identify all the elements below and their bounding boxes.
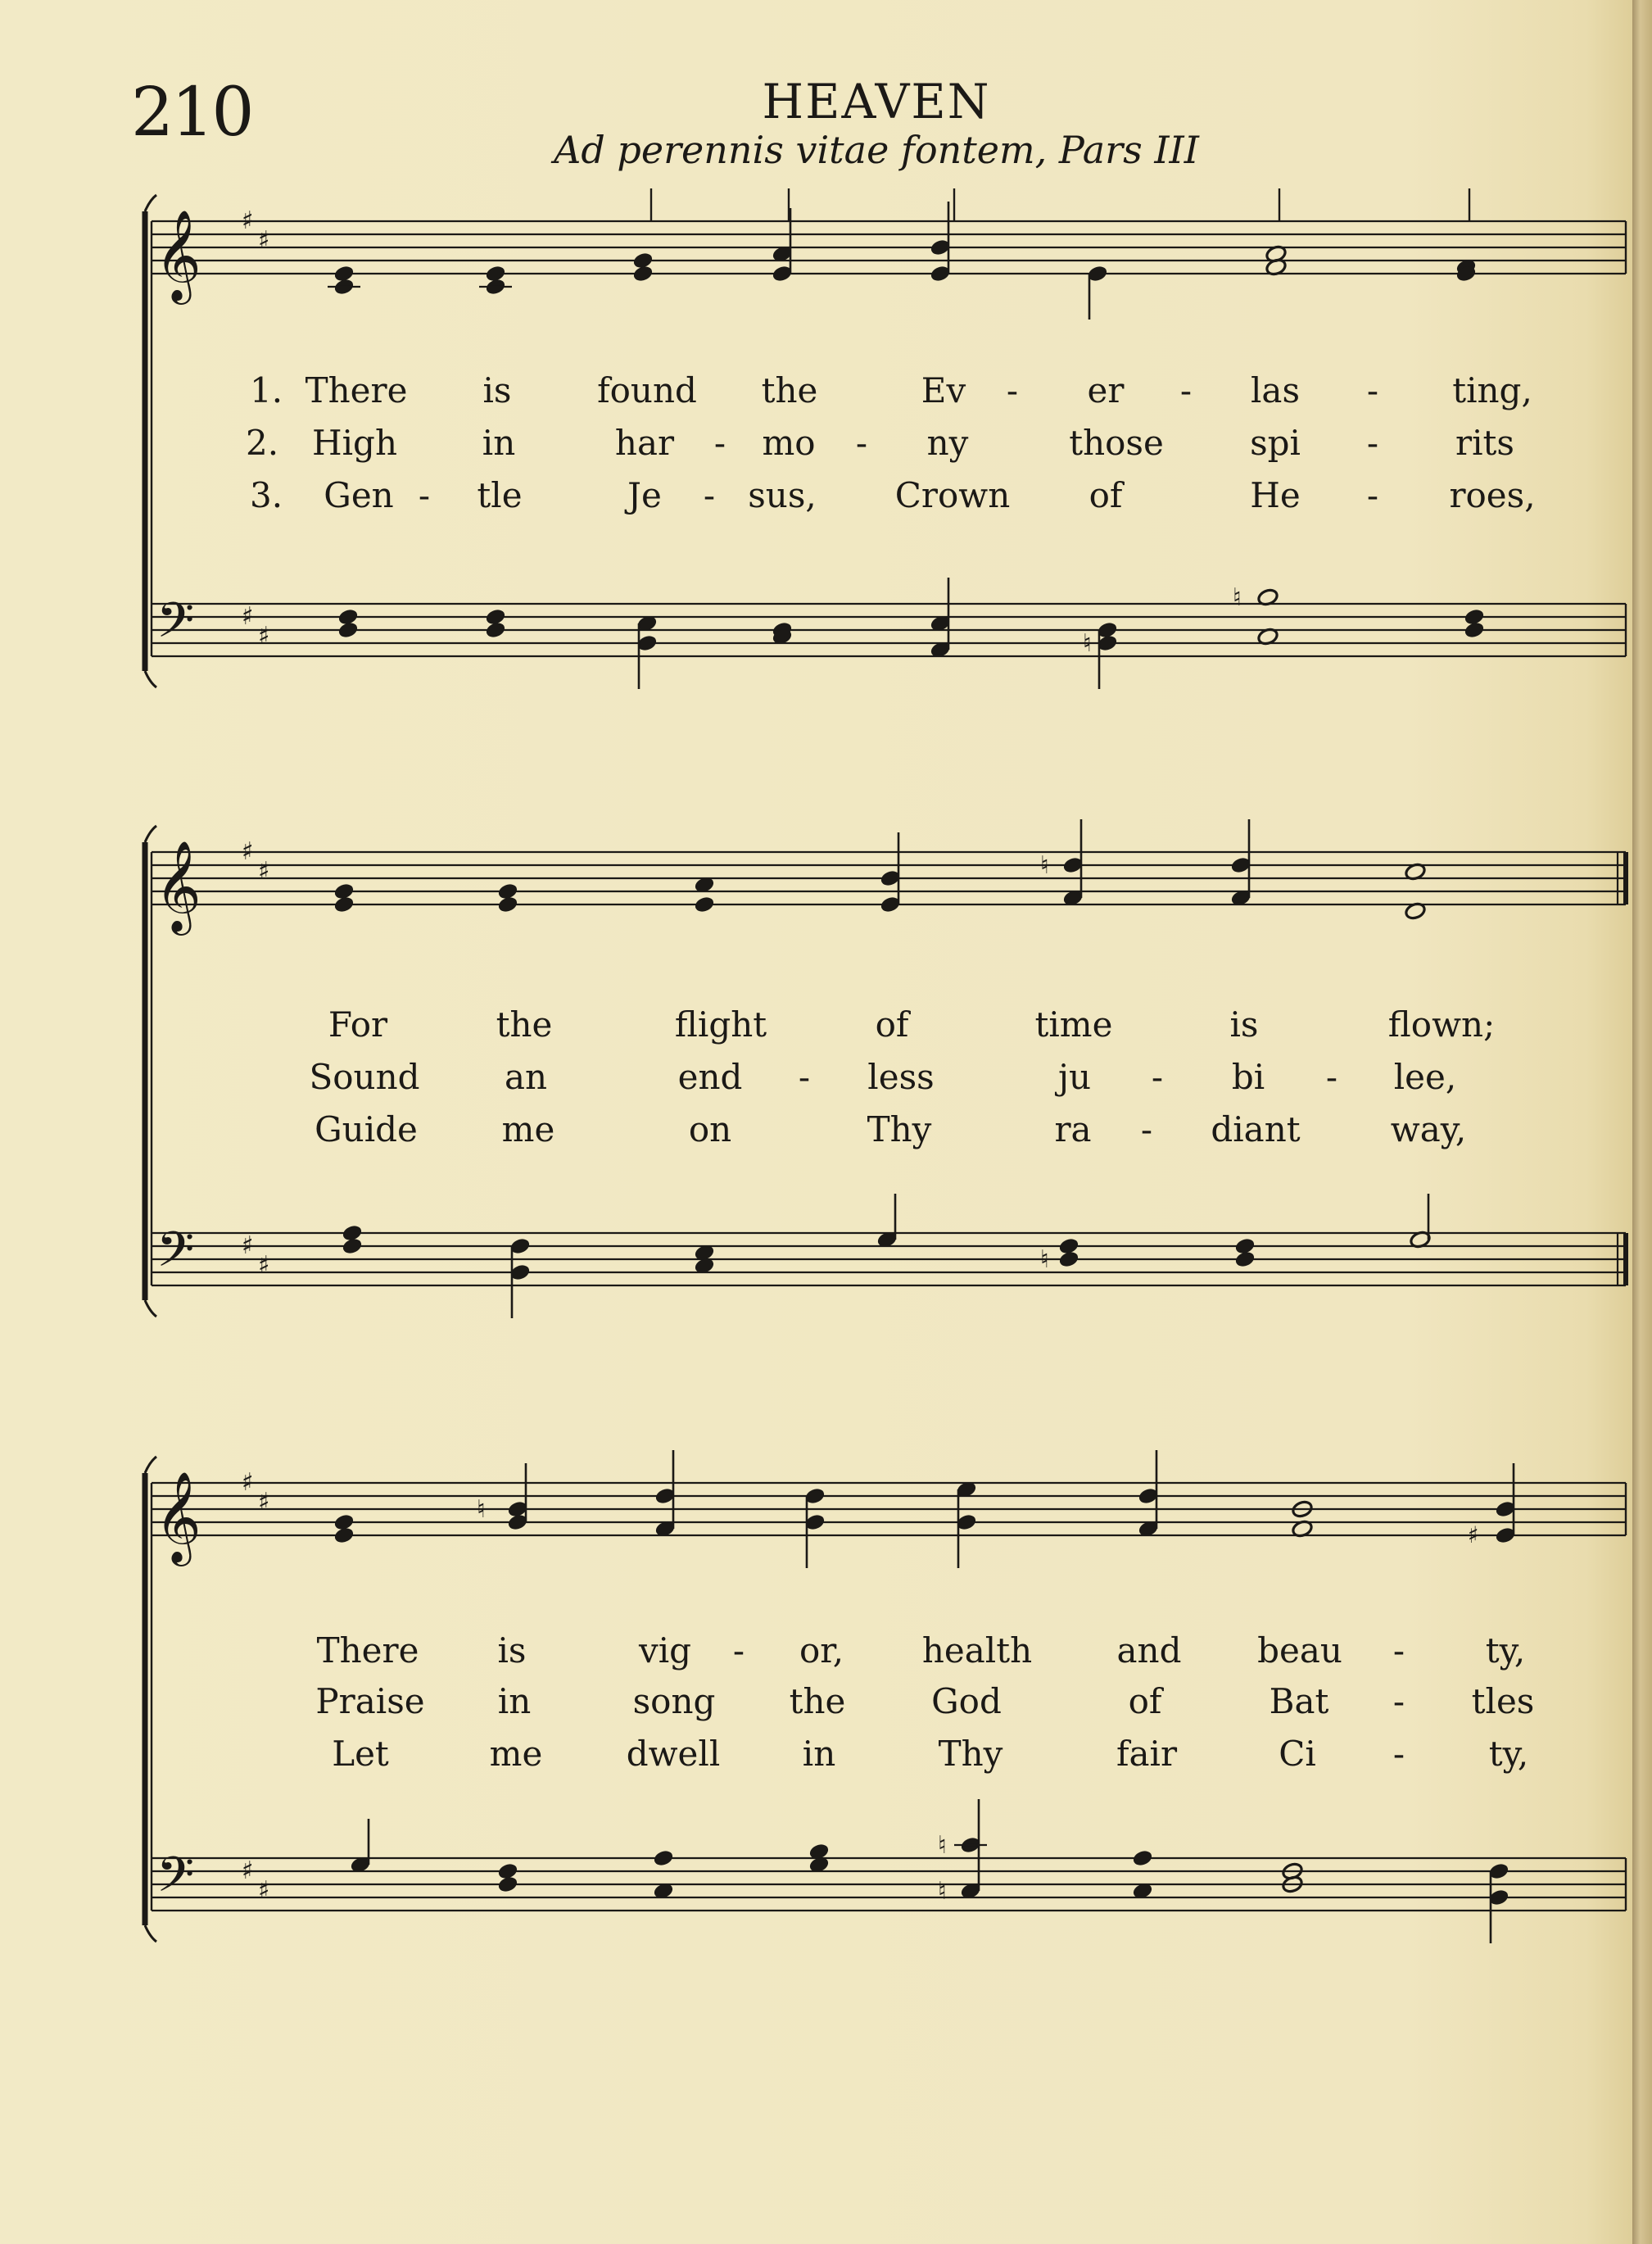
- notehead: [337, 620, 359, 639]
- treble-clef: 𝄞: [155, 209, 201, 301]
- lyric-syllable: Je: [627, 475, 662, 515]
- lyric-syllable: har: [614, 423, 675, 463]
- lyric-syllable: way,: [1390, 1109, 1467, 1149]
- lyric-syllable: an: [504, 1057, 548, 1097]
- lyric-syllable: Sound: [309, 1057, 420, 1097]
- lyric-syllable: tle: [477, 475, 523, 515]
- sharp-sign: ♯: [242, 1468, 254, 1497]
- lyric-syllable: of: [875, 1004, 909, 1045]
- lyric-syllable: Bat: [1269, 1681, 1329, 1721]
- lyric-syllable: flown;: [1387, 1004, 1496, 1045]
- lyric-syllable: spi: [1250, 423, 1301, 463]
- lyric-syllable: -: [1006, 370, 1019, 410]
- lyric-syllable: -: [1151, 1057, 1164, 1097]
- lyric-syllable: -: [1179, 370, 1193, 410]
- notehead: [496, 1875, 518, 1893]
- lyric-syllable: of: [1128, 1681, 1162, 1721]
- natural-sign: ♮: [938, 1877, 947, 1906]
- lyric-syllable: tles: [1471, 1681, 1535, 1721]
- lyric-syllable: fair: [1116, 1734, 1178, 1774]
- lyric-syllable: or,: [799, 1630, 844, 1671]
- lyric-syllable: lee,: [1393, 1057, 1457, 1097]
- page-number: 210: [131, 74, 252, 152]
- sharp-sign: ♯: [242, 206, 254, 235]
- lyric-syllable: Gen: [324, 475, 394, 515]
- lyric-syllable: me: [489, 1734, 543, 1774]
- natural-sign: ♮: [477, 1495, 486, 1524]
- lyric-syllable: -: [1325, 1057, 1338, 1097]
- lyric-syllable: health: [921, 1630, 1033, 1671]
- notehead: [496, 895, 518, 913]
- notehead: [484, 620, 506, 639]
- verse-number: 1.: [250, 370, 283, 410]
- sharp-sign: ♯: [258, 226, 270, 255]
- lyric-syllable: me: [501, 1109, 555, 1149]
- lyric-syllable: is: [497, 1630, 527, 1671]
- lyric-syllable: and: [1116, 1630, 1182, 1671]
- lyric-syllable: roes,: [1449, 475, 1536, 515]
- lyric-syllable: -: [1140, 1109, 1153, 1149]
- lyric-syllable: Guide: [315, 1109, 418, 1149]
- lyric-syllable: the: [496, 1004, 553, 1045]
- lyric-syllable: the: [761, 370, 818, 410]
- lyric-syllable: beau: [1257, 1630, 1342, 1671]
- lyric-syllable: las: [1250, 370, 1301, 410]
- lyric-syllable: -: [798, 1057, 811, 1097]
- lyric-syllable: er: [1087, 370, 1125, 410]
- natural-sign: ♮: [938, 1831, 947, 1860]
- lyric-syllable: flight: [674, 1004, 767, 1045]
- brace-hook: [145, 1925, 156, 1942]
- lyric-syllable: in: [802, 1734, 836, 1774]
- lyric-syllable: There: [305, 370, 408, 410]
- lyric-syllable: mo: [762, 423, 816, 463]
- notehead: [1131, 1848, 1153, 1867]
- notehead: [341, 1236, 363, 1255]
- sharp-sign: ♯: [242, 602, 254, 631]
- lyric-syllable: the: [789, 1681, 846, 1721]
- bass-clef: 𝄢: [156, 592, 195, 660]
- verse-number: 2.: [246, 423, 279, 463]
- notehead: [1463, 620, 1485, 639]
- lyric-syllable: Ci: [1279, 1734, 1316, 1774]
- lyric-syllable: ty,: [1485, 1630, 1526, 1671]
- lyric-syllable: ting,: [1452, 370, 1532, 410]
- brace-hook: [145, 1300, 156, 1317]
- sharp-sign: ♯: [258, 622, 270, 651]
- lyric-syllable: There: [316, 1630, 419, 1671]
- lyric-syllable: is: [1229, 1004, 1259, 1045]
- notehead: [631, 264, 654, 283]
- lyric-syllable: -: [713, 423, 726, 463]
- notehead: [693, 895, 715, 913]
- lyric-syllable: diant: [1211, 1109, 1301, 1149]
- sharp-sign: ♯: [1468, 1521, 1479, 1548]
- sharp-sign: ♯: [258, 1251, 270, 1280]
- notehead: [652, 1848, 674, 1867]
- lyric-syllable: -: [1366, 423, 1379, 463]
- notehead: [1233, 1249, 1256, 1268]
- lyric-syllable: Thy: [938, 1734, 1003, 1774]
- natural-sign: ♮: [1233, 583, 1242, 612]
- lyric-syllable: sus,: [748, 475, 817, 515]
- lyric-syllable: Praise: [315, 1681, 425, 1721]
- lyric-syllable: vig: [638, 1630, 692, 1671]
- hymn-subtitle: Ad perennis vitae fontem, Pars III: [554, 128, 1199, 172]
- lyric-syllable: -: [855, 423, 868, 463]
- lyric-syllable: found: [597, 370, 697, 410]
- verse-number: 3.: [250, 475, 283, 515]
- natural-sign: ♮: [1040, 851, 1049, 880]
- lyric-syllable: song: [632, 1681, 716, 1721]
- lyric-syllable: is: [482, 370, 512, 410]
- sharp-sign: ♯: [242, 1231, 254, 1260]
- lyric-syllable: Thy: [867, 1109, 932, 1149]
- sharp-sign: ♯: [258, 1876, 270, 1905]
- natural-sign: ♮: [1040, 1245, 1049, 1274]
- lyric-syllable: ju: [1057, 1057, 1092, 1097]
- lyric-syllable: of: [1089, 475, 1123, 515]
- hymn-title: HEAVEN: [762, 74, 991, 129]
- notehead: [333, 895, 355, 913]
- lyric-syllable: Ev: [921, 370, 966, 410]
- lyric-syllable: in: [497, 1681, 532, 1721]
- sharp-sign: ♯: [258, 857, 270, 886]
- notehead: [1057, 1249, 1079, 1268]
- lyric-syllable: ty,: [1488, 1734, 1529, 1774]
- lyric-syllable: -: [703, 475, 716, 515]
- brace-hook: [145, 671, 156, 687]
- lyric-syllable: For: [328, 1004, 388, 1045]
- bass-clef: 𝄢: [156, 1221, 195, 1290]
- lyric-syllable: time: [1034, 1004, 1113, 1045]
- lyric-syllable: ra: [1054, 1109, 1092, 1149]
- lyric-syllable: on: [688, 1109, 732, 1149]
- lyric-syllable: He: [1250, 475, 1301, 515]
- lyric-syllable: -: [1366, 370, 1379, 410]
- lyric-syllable: -: [1366, 475, 1379, 515]
- sharp-sign: ♯: [242, 837, 254, 866]
- lyric-syllable: -: [732, 1630, 745, 1671]
- lyric-syllable: ny: [926, 423, 969, 463]
- lyric-syllable: -: [1392, 1630, 1405, 1671]
- lyric-syllable: High: [312, 423, 397, 463]
- treble-clef: 𝄞: [155, 840, 201, 932]
- lyric-syllable: Let: [332, 1734, 389, 1774]
- bass-clef: 𝄢: [156, 1846, 195, 1915]
- lyric-syllable: in: [482, 423, 516, 463]
- treble-clef: 𝄞: [155, 1471, 201, 1562]
- sharp-sign: ♯: [258, 1488, 270, 1516]
- lyric-syllable: -: [1392, 1734, 1405, 1774]
- lyric-syllable: -: [418, 475, 431, 515]
- lyric-syllable: bi: [1231, 1057, 1265, 1097]
- lyric-syllable: end: [677, 1057, 743, 1097]
- natural-sign: ♮: [1083, 629, 1092, 658]
- lyric-syllable: those: [1069, 423, 1164, 463]
- lyric-syllable: -: [1392, 1681, 1405, 1721]
- sharp-sign: ♯: [242, 1856, 254, 1885]
- lyric-syllable: less: [867, 1057, 935, 1097]
- notehead: [333, 1525, 355, 1544]
- lyric-syllable: dwell: [626, 1734, 721, 1774]
- lyric-syllable: God: [931, 1681, 1002, 1721]
- lyric-syllable: Crown: [894, 475, 1011, 515]
- lyric-syllable: rits: [1455, 423, 1514, 463]
